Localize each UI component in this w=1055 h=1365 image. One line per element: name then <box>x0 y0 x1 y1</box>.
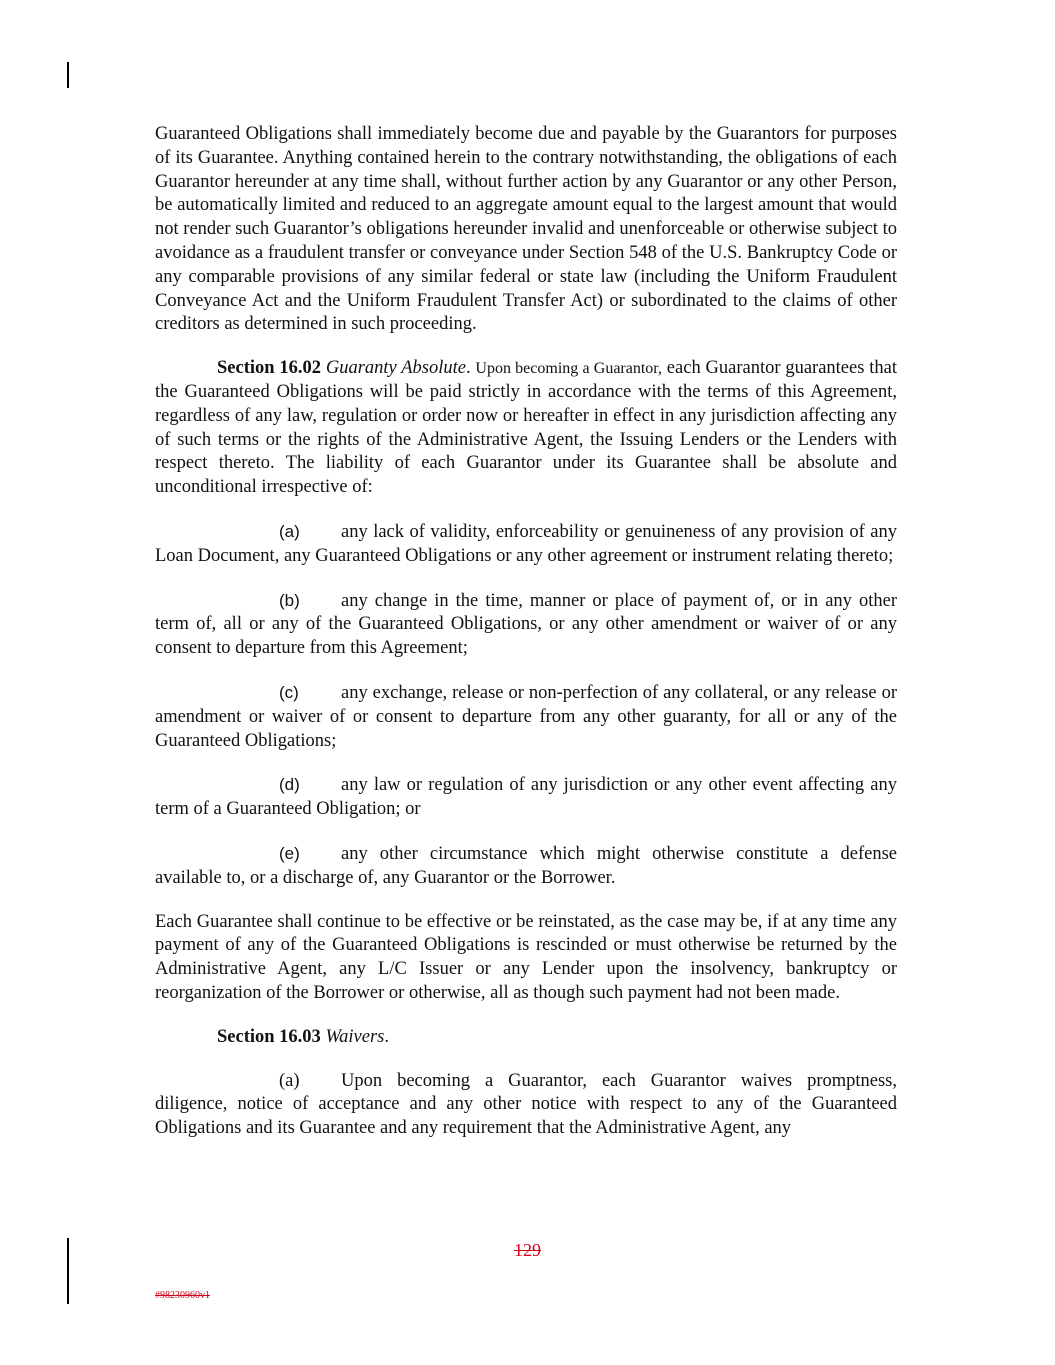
section-body-text: each Guarantor guarantees that the Guaranteed Obligations will be paid strictly in accordance with the terms of this Agreement, regardless of any law, regulation or order now or hereafter in effect in any jurisdiction affecting any of such terms or the rights of the Administrative Agent, the Issuing Lenders or the Lenders with respect thereto. The liability of each Guarantor under its Guarantee shall be absolute and unconditional irrespective of: <box>155 358 897 498</box>
list-item <box>155 842 897 891</box>
section-title: Waivers <box>325 1026 385 1047</box>
section-16-02-paragraph: Section 16.02 Guaranty Absolute. Upon becoming a Guarantor, each Guarantor guarantees that the Guaranteed Obligations will be paid strictly in accordance with the terms of this Agreement, regardless of any law, regulation or order now or hereafter in effect in any jurisdiction affecting any of such terms or the rights of the Administrative Agent, the Issuing Lenders or the Lenders with respect thereto. The liability of each Guarantor under its Guarantee shall be absolute and unconditional irrespective of: <box>155 358 897 498</box>
list-marker: (e) <box>279 843 300 863</box>
list-item <box>155 681 897 753</box>
list-item-text: any lack of validity, enforceability or genuineness of any provision of any Loan Document, any Guaranteed Obligations or any other agreement or instrument relating thereto; <box>155 521 897 566</box>
change-bar-top <box>67 62 69 88</box>
section-16-03-heading: Section 16.03 Waivers. <box>217 1026 389 1047</box>
list-marker: (d) <box>279 775 300 795</box>
paragraph-continuing-effect: Each Guarantee shall continue to be effective or be reinstated, as the case may be, if at any time any payment of any of the Guaranteed Obligations is rescinded or must otherwise be returned by the Administrative Agent, any L/C Issuer or any Lender upon the insolvency, bankruptcy or reorganization of the Borrower or otherwise, all as though such payment had not been made. <box>155 911 897 1003</box>
list-item-text: any law or regulation of any jurisdiction or any other event affecting any term of a Guaranteed Obligation; or <box>155 775 897 820</box>
list-item <box>155 773 897 822</box>
section-title: Guaranty Absolute <box>325 358 466 379</box>
section-number: Section 16.03 <box>217 1026 321 1047</box>
list-marker: (b) <box>279 590 300 610</box>
paragraph-guaranteed-obligations: Guaranteed Obligations shall immediately become due and payable by the Guarantors for purposes of its Guarantee. Anything contained herein to the contrary notwithstanding, the obligations of each Guarantor hereunder at any time shall, without further action by any Guarantor or any other Person, be automatically limited and reduced to an aggregate amount equal to the largest amount that would not render such Guarantor’s obligations hereunder invalid and unenforceable or otherwise subject to avoidance as a fraudulent transfer or conveyance under Section 548 of the U.S. Bankruptcy Code or any comparable provisions of any similar federal or state law (including the Uniform Fraudulent Conveyance Act and the Uniform Fraudulent Transfer Act) or subordinated to the claims of other creditors as determined in such proceeding. <box>155 124 897 335</box>
list-item-text: any change in the time, manner or place of payment of, or in any other term of, all or any of the Guaranteed Obligations, or any other amendment or waiver of or any consent to departure from this Agreement; <box>155 590 897 659</box>
list-item <box>155 1070 897 1141</box>
list-marker: (a) <box>279 1070 300 1091</box>
section-number: Section 16.02 <box>217 358 321 379</box>
list-item <box>155 589 897 661</box>
list-item-text: any exchange, release or non-perfection of any collateral, or any release or amendment or waiver of or consent to departure from any other guaranty, for all or any of the Guaranteed Obligations; <box>155 682 897 751</box>
list-item-text: Upon becoming a Guarantor, each Guarantor waives promptness, diligence, notice of acceptance and any other notice with respect to any of the Guaranteed Obligations and its Guarantee and any requirement that the Administrative Agent, any <box>155 1070 897 1139</box>
list-marker: (a) <box>279 521 300 541</box>
document-body <box>155 123 897 1141</box>
document-id: #98230960v1 <box>155 1290 210 1301</box>
list-marker: (c) <box>279 682 299 702</box>
list-item <box>155 520 897 569</box>
page-number: 129 <box>514 1240 541 1260</box>
list-item-text: any other circumstance which might otherwise constitute a defense available to, or a discharge of, any Guarantor or the Borrower. <box>155 843 897 888</box>
section-lead-text: Upon becoming a Guarantor, <box>475 360 662 378</box>
